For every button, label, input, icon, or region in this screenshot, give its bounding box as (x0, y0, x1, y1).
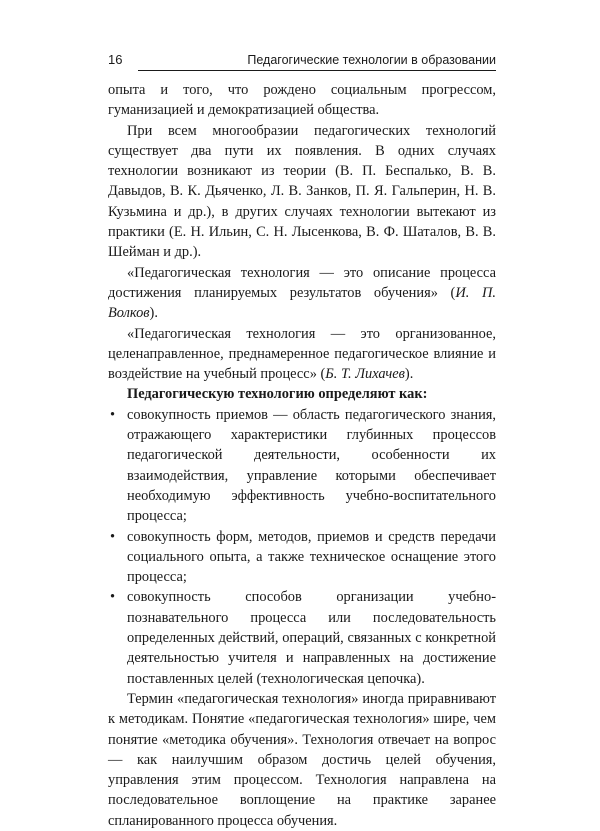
quote-volkov (108, 263, 496, 324)
list-item (108, 527, 496, 588)
header-rule (138, 70, 496, 71)
quote-text: «Педагогическая технология — это описание процесса достижения планируемых результатов обучения» ( (108, 264, 496, 301)
quote-likhachev (108, 324, 496, 385)
bullet-icon: • (110, 406, 116, 423)
running-title: Педагогические технологии в образовании (247, 53, 496, 67)
bullet-icon: • (110, 528, 116, 545)
list-item-text: совокупность способов организации учебно-познавательного процесса или последовательность определенных действий, операций, связанных с конкретной деятельностью учителя и направленных на достижение поставленных целей (технологическая цепочка). (127, 589, 496, 687)
quote-end: ). (149, 305, 158, 322)
page-body (108, 80, 496, 831)
list-item (108, 587, 496, 688)
list-item-text: совокупность приемов — область педагогического знания, отражающего характеристики глубинных процессов педагогической деятельности, особенности их взаимодействия, управление которыми обеспечивает необходимую эффективность учебно-воспитательного процесса; (127, 406, 496, 525)
definition-list (108, 405, 496, 689)
quote-source: Б. Т. Лихачев (325, 366, 405, 383)
definition-lead: Педагогическую технологию определяют как: (127, 386, 428, 403)
list-item-text: совокупность форм, методов, приемов и средств передачи социального опыта, а также техническое оснащение этого процесса; (127, 528, 496, 586)
paragraph-final: Термин «педагогическая технология» иногда приравнивают к методикам. Понятие «педагогическая технология» шире, чем понятие «методика обучения». Технология отвечает на вопрос — как наилучшим образом достичь целей обучения, управления этим процессом. Технология направлена на последовательное воплощение на практике заранее спланированного процесса обучения. (108, 690, 496, 829)
paragraph-intro: опыта и того, что рождено социальным прогрессом, гуманизацией и демократизацией общества. (108, 82, 496, 119)
quote-end: ). (404, 366, 414, 383)
quote-text: «Педагогическая технология — это организованное, целенаправленное, преднамеренное педагогическое влияние и воздействие на учебный процесс» ( (108, 325, 496, 383)
quote-source: И. П. Волков (108, 284, 496, 322)
page-header (108, 52, 496, 72)
list-item (108, 405, 496, 527)
page-number: 16 (108, 52, 123, 67)
paragraph-ways: При всем многообразии педагогических технологий существует два пути их появления. В одних случаях технологии возникают из теории (В. П. Беспалько, В. В. Давыдов, В. К. Дьяченко, Л. В. Занков, П. Я. Гальперин, Н. В. Кузьмина и др.), в других случаях технологии вытекают из практики (Е. Н. Ильин, С. Н. Лысенкова, В. Ф. Шаталов, В. В. Шейман и др.). (108, 122, 496, 261)
bullet-icon: • (110, 589, 116, 606)
